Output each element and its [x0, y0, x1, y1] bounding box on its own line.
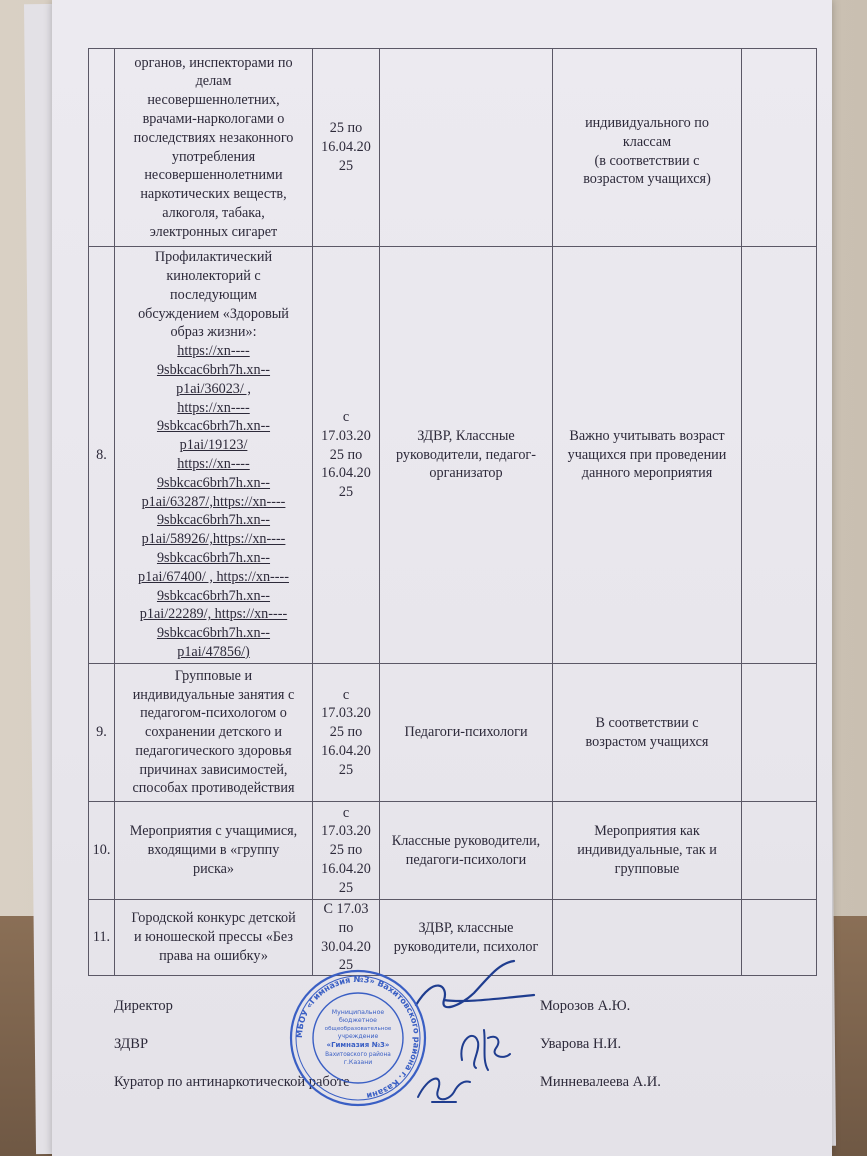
text-line: индивидуального по — [585, 114, 709, 131]
text-line: (в соответствии с — [594, 152, 700, 169]
row-number: 10. — [89, 802, 115, 900]
text-line: 25 по — [329, 446, 363, 463]
text-line: и юношеской прессы «Без — [133, 929, 294, 946]
text-line: 25 по — [329, 724, 363, 741]
table-row — [89, 802, 817, 900]
text-line: наркотических веществ, — [140, 186, 287, 203]
responsible-cell — [380, 247, 553, 664]
text-line: несовершеннолетних, — [147, 92, 280, 109]
text-line: образ жизни»: — [170, 324, 257, 341]
text-line: 30.04.20 — [321, 938, 371, 955]
curator-name: Минневалеева А.И. — [540, 1074, 661, 1090]
text-line: с — [342, 686, 350, 703]
dates-cell — [313, 49, 380, 247]
text-line: 16.04.20 — [321, 139, 371, 156]
text-line: права на ошибку» — [159, 947, 268, 964]
text-line: педагоги-психологи — [405, 851, 527, 868]
event-cell — [115, 49, 313, 247]
stamp-line: Вахитовского района — [325, 1052, 391, 1058]
text-line: педагогического здоровья — [135, 742, 292, 759]
text-line: органов, инспекторами по — [134, 54, 293, 71]
text-line: последствиях незаконного — [133, 129, 294, 146]
dates-cell — [313, 802, 380, 900]
text-line: 9sbkcac6brh7h.xn-- — [156, 362, 271, 379]
text-line: групповые — [614, 860, 680, 877]
dates-cell — [313, 247, 380, 664]
text-line: Мероприятия с учащимися, — [129, 823, 298, 840]
stamp-line: «Гимназия №3» — [326, 1041, 390, 1049]
text-line: классам — [622, 133, 672, 150]
stamp-ring-text: МБОУ «Гимназия №3» Вахитовского района г. Казани — [293, 973, 423, 1102]
text-line: 25 — [338, 879, 354, 896]
text-line: с — [342, 804, 350, 821]
text-line: p1ai/63287/,https://xn---- — [141, 493, 286, 510]
text-line: употребления — [171, 148, 256, 165]
text-line: возрастом учащихся) — [583, 171, 711, 188]
text-line: кинолекторий с — [166, 268, 261, 285]
text-line: В соответствии с — [595, 714, 699, 731]
text-line: ЗДВР, классные — [418, 919, 514, 936]
text-line: данного мероприятия — [581, 465, 713, 482]
stamp-line: учреждение — [337, 1033, 379, 1040]
text-line: по — [338, 919, 354, 936]
text-line: причинах зависимостей, — [139, 761, 288, 778]
text-line: https://xn---- — [177, 456, 250, 472]
director-name: Морозов А.Ю. — [540, 998, 631, 1014]
empty-cell — [742, 900, 817, 976]
text-line: учащихся при проведении — [567, 446, 727, 463]
event-cell — [115, 664, 313, 802]
text-line: руководители, педагог- — [396, 446, 536, 463]
text-line: 9sbkcac6brh7h.xn-- — [156, 512, 271, 529]
text-line: Городской конкурс детской — [131, 910, 296, 927]
text-line: входящими в «группу — [147, 842, 280, 859]
dates-cell — [313, 900, 380, 976]
text-line: последующим — [170, 286, 257, 303]
dates-cell — [313, 664, 380, 802]
text-line: делам — [195, 73, 232, 90]
empty-cell — [742, 802, 817, 900]
stamp-line: общеобразовательное — [324, 1026, 392, 1032]
text-line: руководители, психолог — [393, 938, 539, 955]
table-row — [89, 247, 817, 664]
text-line: 17.03.20 — [321, 823, 371, 840]
stamp-line: бюджетное — [339, 1017, 377, 1024]
deputy-role: ЗДВР — [114, 1036, 149, 1052]
text-line: 25 по — [329, 842, 363, 859]
text-line: https://xn---- — [177, 343, 250, 360]
events-table — [88, 48, 817, 976]
text-line: 25 по — [329, 120, 363, 137]
empty-cell — [742, 247, 817, 664]
text-line: Групповые и — [174, 667, 253, 684]
text-line: Классные руководители, — [391, 832, 541, 849]
text-line: организатор — [429, 465, 503, 482]
text-line: несовершеннолетними — [144, 167, 283, 184]
row-number: 11. — [89, 900, 115, 976]
text-line: 9sbkcac6brh7h.xn-- — [156, 549, 271, 566]
text-line: 25 — [338, 157, 354, 174]
stamp-line: г.Казани — [343, 1059, 373, 1066]
text-line: Профилактический — [154, 249, 273, 266]
notes-cell — [553, 247, 742, 664]
event-text — [117, 248, 310, 342]
empty-cell — [742, 49, 817, 247]
text-line: p1ai/36023/ , — [176, 380, 251, 397]
notes-cell — [553, 900, 742, 976]
event-cell — [115, 900, 313, 976]
row-number: 9. — [89, 664, 115, 802]
text-line: 9sbkcac6brh7h.xn-- — [156, 625, 271, 642]
text-line: ЗДВР, Классные — [417, 427, 515, 444]
text-line: 9sbkcac6brh7h.xn-- — [156, 418, 271, 435]
responsible-cell — [380, 49, 553, 247]
text-line: 17.03.20 — [321, 705, 371, 722]
director-role: Директор — [114, 998, 173, 1014]
text-line: 9sbkcac6brh7h.xn-- — [156, 587, 271, 604]
stamp-line: Муниципальное — [331, 1009, 385, 1016]
notes-cell — [553, 49, 742, 247]
text-line: p1ai/47856/) — [177, 643, 250, 660]
text-line: способах противодействия — [132, 780, 295, 797]
official-stamp — [288, 968, 428, 1108]
notes-cell — [553, 664, 742, 802]
text-line: 25 — [338, 484, 354, 501]
video-links[interactable] — [117, 342, 310, 662]
text-line: риска» — [192, 860, 235, 877]
text-line: 16.04.20 — [321, 860, 371, 877]
event-cell — [115, 247, 313, 664]
text-line: p1ai/58926/,https://xn---- — [141, 531, 286, 548]
text-line: 16.04.20 — [321, 465, 371, 482]
deputy-name: Уварова Н.И. — [540, 1036, 622, 1052]
text-line: Педагоги-психологи — [404, 724, 528, 741]
text-line: педагогом-психологом о — [140, 705, 287, 722]
responsible-cell — [380, 802, 553, 900]
text-line: Важно учитывать возраст — [569, 427, 725, 444]
text-line: обсуждением «Здоровый — [138, 305, 289, 322]
text-line: сохранении детского и — [145, 724, 282, 741]
row-number — [89, 49, 115, 247]
text-line: индивидуальные занятия с — [132, 686, 295, 703]
event-cell — [115, 802, 313, 900]
table-row — [89, 664, 817, 802]
notes-cell — [553, 802, 742, 900]
text-line: p1ai/67400/ , https://xn---- — [138, 568, 289, 585]
text-line: p1ai/19123/ — [179, 437, 248, 454]
text-line: 16.04.20 — [321, 742, 371, 759]
text-line: С 17.03 — [323, 901, 369, 917]
empty-cell — [742, 664, 817, 802]
text-line: врачами-наркологами о — [142, 110, 285, 127]
document-page — [52, 0, 832, 1156]
text-line: 25 — [338, 957, 354, 974]
stamp-icon — [288, 968, 428, 1108]
text-line: 17.03.20 — [321, 427, 371, 444]
text-line: возрастом учащихся — [585, 733, 709, 750]
table-row — [89, 49, 817, 247]
text-line: 25 — [338, 761, 354, 778]
text-line: p1ai/22289/, https://xn---- — [139, 606, 288, 623]
curator-role: Куратор по антинаркотической работе — [114, 1074, 350, 1090]
text-line: с — [342, 409, 350, 425]
row-number: 8. — [89, 247, 115, 664]
text-line: электронных сигарет — [149, 223, 278, 240]
text-line: индивидуальные, так и — [577, 842, 717, 859]
text-line: 9sbkcac6brh7h.xn-- — [156, 474, 271, 491]
text-line: https://xn---- — [177, 399, 250, 416]
text-line: алкоголя, табака, — [162, 204, 265, 221]
responsible-cell — [380, 664, 553, 802]
text-line: Мероприятия как — [594, 823, 700, 840]
